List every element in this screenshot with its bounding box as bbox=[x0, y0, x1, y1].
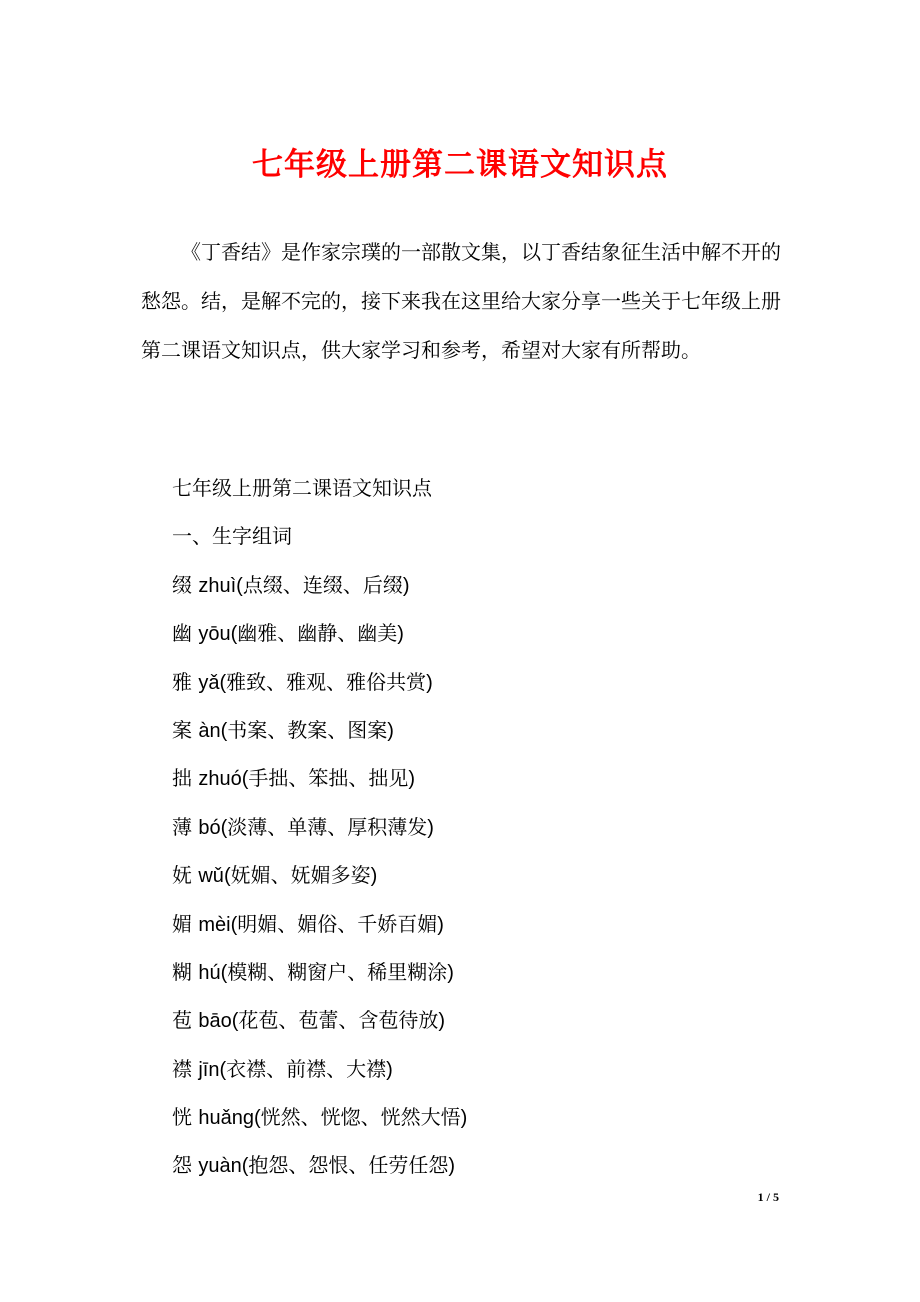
vocab-words: (抱怨、怨恨、任劳任怨) bbox=[241, 1155, 456, 1178]
vocab-pinyin: jīn bbox=[198, 1058, 220, 1081]
vocab-pinyin: mèi bbox=[198, 913, 231, 936]
vocab-char: 案 bbox=[172, 717, 192, 742]
vocab-words: (明媚、媚俗、千娇百媚) bbox=[230, 913, 444, 936]
vocab-words: (妩媚、妩媚多姿) bbox=[223, 865, 378, 888]
vocab-char: 拙 bbox=[172, 766, 192, 791]
vocab-char: 襟 bbox=[172, 1056, 192, 1081]
vocab-words: (淡薄、单薄、厚积薄发) bbox=[220, 816, 434, 839]
vocab-words: (幽雅、幽静、幽美) bbox=[230, 623, 404, 646]
subsection-title: 一、生字组词 bbox=[172, 524, 292, 549]
vocab-pinyin: zhuó bbox=[198, 768, 242, 791]
vocab-char: 缀 bbox=[172, 572, 192, 597]
vocab-words: (花苞、苞蕾、含苞待放) bbox=[231, 1010, 446, 1033]
vocab-pinyin: yuàn bbox=[198, 1155, 242, 1178]
vocab-item bbox=[172, 1141, 772, 1189]
vocab-item bbox=[172, 900, 772, 948]
content-list bbox=[172, 464, 772, 1190]
vocab-pinyin: àn bbox=[198, 719, 221, 742]
vocab-item bbox=[172, 609, 772, 657]
document-title: 七年级上册第二课语文知识点 bbox=[252, 147, 668, 183]
vocab-words: (手拙、笨拙、拙见) bbox=[241, 768, 416, 791]
vocab-item bbox=[172, 658, 772, 706]
vocab-pinyin: wǔ bbox=[198, 865, 224, 888]
vocab-char: 幽 bbox=[172, 621, 192, 646]
vocab-item bbox=[172, 948, 772, 996]
vocab-char: 糊 bbox=[172, 959, 192, 984]
vocab-words: (点缀、连缀、后缀) bbox=[236, 574, 410, 597]
vocab-char: 恍 bbox=[172, 1105, 192, 1130]
vocab-item bbox=[172, 803, 772, 851]
vocab-char: 妩 bbox=[172, 863, 192, 888]
page-number: 1 / 5 bbox=[757, 1190, 779, 1204]
vocab-pinyin: huǎng bbox=[198, 1107, 254, 1130]
vocab-words: (模糊、糊窗户、稀里糊涂) bbox=[220, 961, 454, 984]
vocab-char: 媚 bbox=[172, 911, 192, 936]
vocab-char: 苞 bbox=[172, 1008, 192, 1033]
vocab-item bbox=[172, 706, 772, 754]
vocab-item bbox=[172, 851, 772, 899]
vocab-words: (衣襟、前襟、大襟) bbox=[219, 1058, 393, 1081]
vocab-pinyin: yōu bbox=[198, 623, 231, 646]
vocab-item bbox=[172, 561, 772, 609]
vocab-char: 雅 bbox=[172, 669, 192, 694]
vocab-pinyin: hú bbox=[198, 961, 221, 984]
vocab-char: 怨 bbox=[172, 1153, 192, 1178]
vocab-pinyin: bāo bbox=[198, 1010, 232, 1033]
vocab-pinyin: bó bbox=[198, 816, 221, 839]
section-title: 七年级上册第二课语文知识点 bbox=[172, 476, 432, 500]
vocab-char: 薄 bbox=[172, 814, 192, 839]
vocab-pinyin: yǎ bbox=[198, 671, 220, 694]
vocab-pinyin: zhuì bbox=[198, 574, 237, 597]
vocab-item bbox=[172, 1045, 772, 1093]
vocab-item bbox=[172, 1093, 772, 1141]
vocab-item bbox=[172, 754, 772, 802]
vocab-item bbox=[172, 996, 772, 1044]
vocab-words: (雅致、雅观、雅俗共赏) bbox=[219, 671, 433, 694]
vocab-words: (恍然、恍惚、恍然大悟) bbox=[253, 1107, 468, 1130]
vocab-words: (书案、教案、图案) bbox=[220, 719, 394, 742]
intro-paragraph: 《丁香结》是作家宗璞的一部散文集，以丁香结象征生活中解不开的愁怨。结，是解不完的，接下来我在这里给大家分享一些关于七年级上册第二课语文知识点，供大家学习和参考，希望对大家有所帮助。 bbox=[141, 240, 781, 362]
